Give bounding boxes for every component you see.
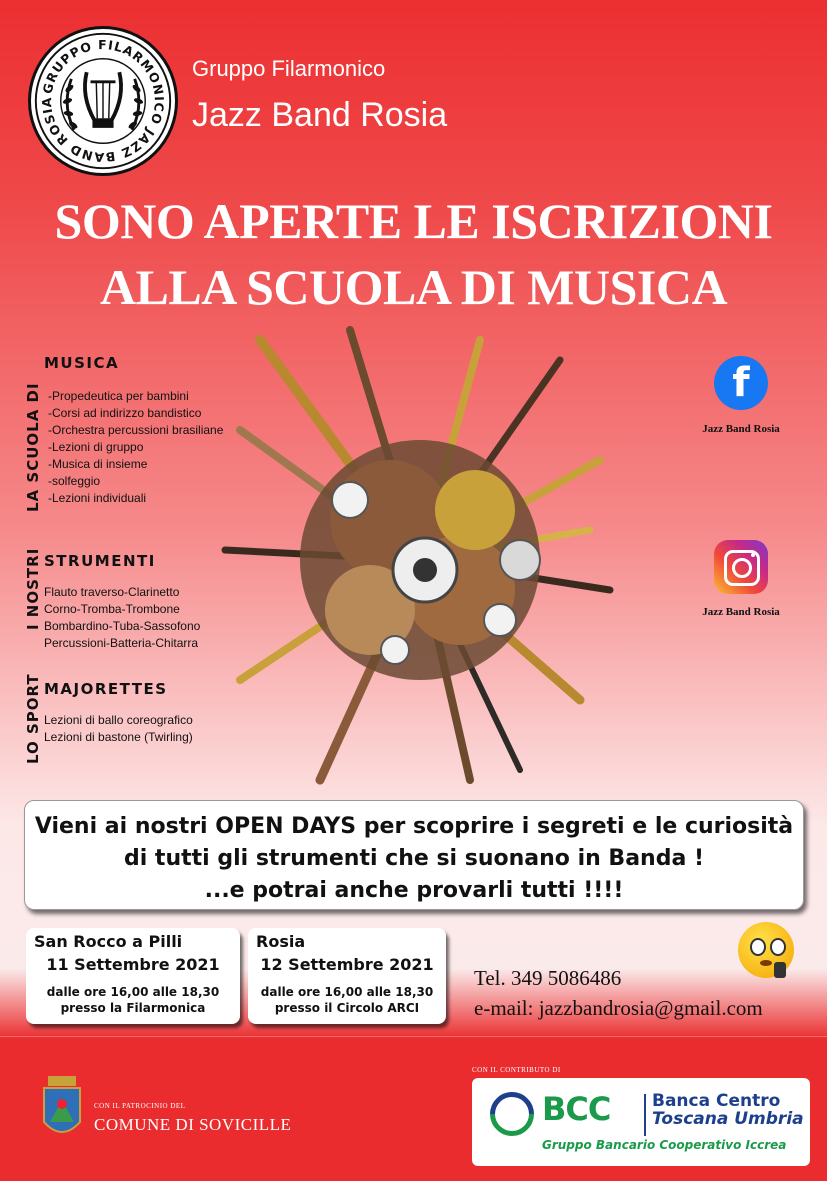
open-days-line2: di tutti gli strumenti che si suonano in Banda ! [123, 846, 704, 871]
patronage-label: CON IL PATROCINIO DEL [94, 1102, 186, 1110]
list-strumenti [44, 584, 200, 652]
event-place: San Rocco a Pilli [34, 932, 183, 951]
contribution-label: CON IL CONTRIBUTO DI [472, 1066, 561, 1074]
logo-ring-text: GRUPPO FILARMONICO JAZZ BAND ROSIA [39, 37, 167, 166]
event-date: 12 Settembre 2021 [260, 955, 434, 974]
list-item: -Orchestra percussioni brasiliane [48, 423, 224, 437]
list-item: Bombardino-Tuba-Sassofono [44, 619, 201, 633]
bcc-abbr: BCC [542, 1090, 611, 1128]
headline-line2: ALLA SCUOLA DI MUSICA [99, 259, 728, 315]
org-name-line2: Jazz Band Rosia [192, 96, 448, 134]
contact-phone[interactable]: Tel. 349 5086486 [474, 966, 622, 990]
list-item: -Lezioni individuali [48, 491, 147, 505]
event-venue: presso il Circolo ARCI [274, 1001, 420, 1015]
bcc-name-line1: Banca Centro [652, 1091, 781, 1111]
comune-name: COMUNE DI SOVICILLE [94, 1115, 292, 1134]
section-title-majorettes: MAJORETTES [44, 680, 168, 698]
event-time: dalle ore 16,00 alle 18,30 [260, 985, 434, 999]
thinking-emoji-icon [738, 922, 794, 978]
bcc-divider [644, 1094, 646, 1136]
facebook-label[interactable]: Jazz Band Rosia [702, 423, 780, 435]
band-logo [28, 26, 178, 176]
bcc-group: Gruppo Bancario Cooperativo Iccrea [542, 1138, 787, 1152]
instagram-label[interactable]: Jazz Band Rosia [702, 606, 780, 618]
list-item: -Propedeutica per bambini [48, 389, 189, 403]
open-days-line3: ...e potrai anche provarli tutti !!!! [204, 878, 624, 903]
vertical-label-strumenti: I NOSTRI [24, 547, 42, 630]
bcc-name [652, 1092, 804, 1128]
facebook-icon[interactable]: f [714, 356, 768, 410]
event-card [26, 928, 240, 1024]
list-item: Percussioni-Batteria-Chitarra [44, 636, 199, 650]
contact-email[interactable]: e-mail: jazzbandrosia@gmail.com [474, 996, 763, 1020]
list-item: -Corsi ad indirizzo bandistico [48, 406, 202, 420]
vertical-label-scuola: LA SCUOLA DI [24, 382, 42, 512]
list-item: -Musica di insieme [48, 457, 148, 471]
section-title-strumenti: STRUMENTI [44, 552, 156, 570]
list-item: Flauto traverso-Clarinetto [44, 585, 180, 599]
list-item: Lezioni di bastone (Twirling) [44, 730, 193, 744]
list-item: -Lezioni di gruppo [48, 440, 144, 454]
event-time: dalle ore 16,00 alle 18,30 [46, 985, 220, 999]
open-days-box [24, 800, 804, 910]
headline-line1: SONO APERTE LE ISCRIZIONI [54, 193, 773, 249]
instagram-icon[interactable] [714, 540, 768, 594]
list-sport [44, 712, 193, 746]
vertical-label-sport: LO SPORT [24, 673, 42, 764]
bcc-name-line2: Toscana Umbria [652, 1109, 804, 1129]
footer-divider [0, 1036, 827, 1037]
instruments-illustration [220, 320, 620, 790]
section-title-musica: MUSICA [44, 354, 120, 372]
list-item: Lezioni di ballo coreografico [44, 713, 193, 727]
open-days-line1: Vieni ai nostri OPEN DAYS per scoprire i segreti e le curiosità [34, 814, 794, 839]
lyre-logo-icon [31, 29, 175, 173]
event-date: 11 Settembre 2021 [46, 955, 220, 974]
list-item: Corno-Tromba-Trombone [44, 602, 180, 616]
event-place: Rosia [256, 932, 306, 951]
bcc-emblem-icon [481, 1083, 543, 1145]
event-card [248, 928, 446, 1024]
coat-of-arms-icon [40, 1074, 84, 1144]
org-name-line1: Gruppo Filarmonico [192, 56, 386, 81]
bcc-logo [472, 1078, 810, 1166]
event-venue: presso la Filarmonica [60, 1001, 206, 1015]
list-scuola [48, 388, 223, 507]
list-item: -solfeggio [48, 474, 101, 488]
